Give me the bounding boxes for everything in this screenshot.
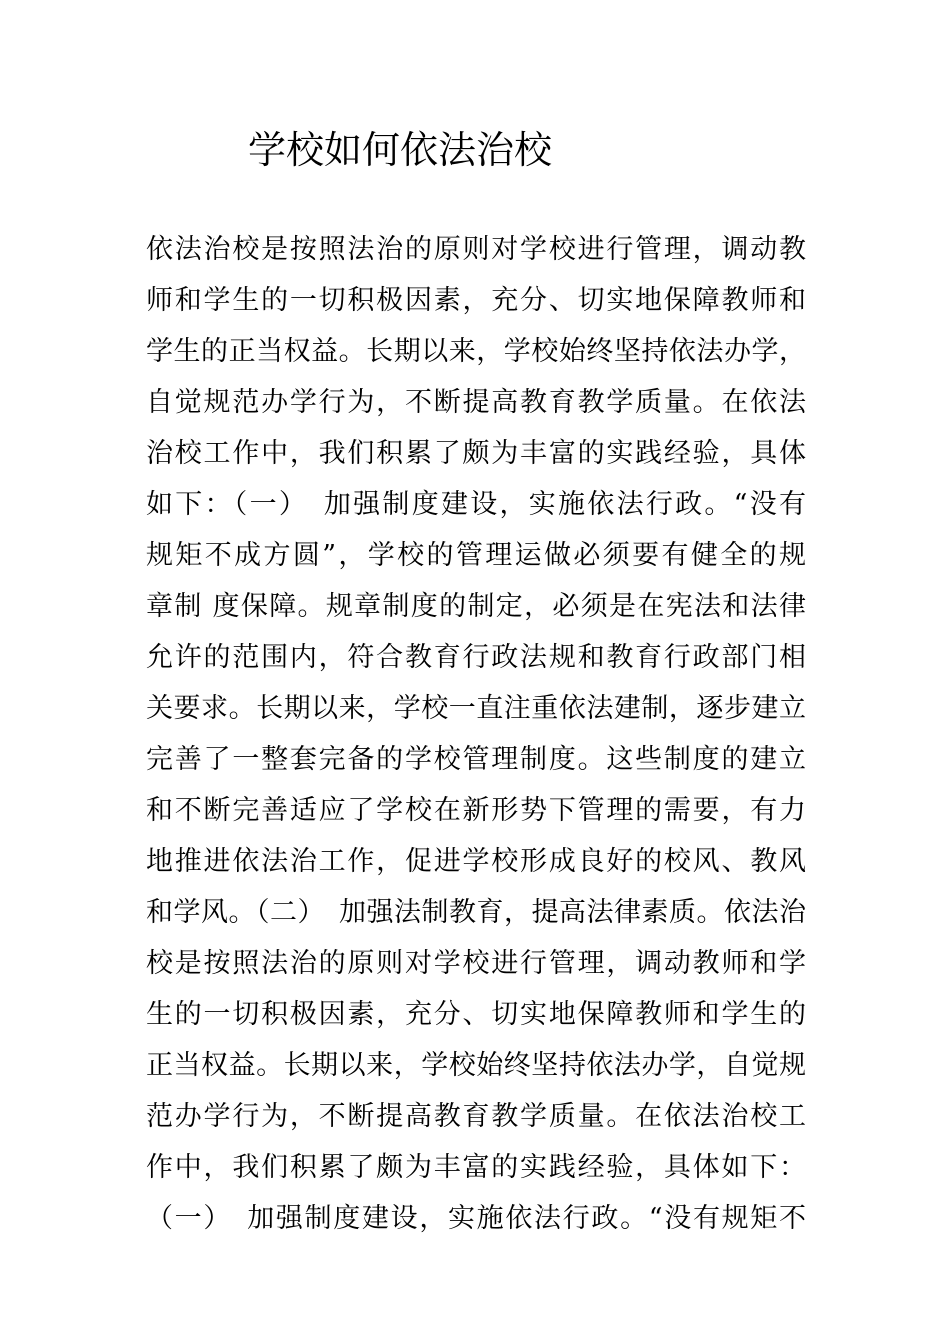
document-title: 学校如何依法治校 xyxy=(248,128,553,172)
body-line: 章制 度保障。规章制度的制定，必须是在宪法和法律 xyxy=(146,591,806,622)
body-line: 校是按照法治的原则对学校进行管理，调动教师和学 xyxy=(146,948,806,979)
body-line: 和不断完善适应了学校在新形势下管理的需要，有力 xyxy=(146,795,806,826)
body-line: 依法治校是按照法治的原则对学校进行管理，调动教 xyxy=(146,234,806,265)
body-line: 作中，我们积累了颇为丰富的实践经验，具体如下： xyxy=(146,1152,806,1183)
body-line: 自觉规范办学行为，不断提高教育教学质量。在依法 xyxy=(146,387,806,418)
body-line: 治校工作中，我们积累了颇为丰富的实践经验，具体 xyxy=(146,438,806,469)
body-line: 允许的范围内，符合教育行政法规和教育行政部门相 xyxy=(146,642,806,673)
body-line: 范办学行为，不断提高教育教学质量。在依法治校工 xyxy=(146,1101,806,1132)
body-line: 学生的正当权益。长期以来，学校始终坚持依法办学， xyxy=(146,336,806,367)
body-line: 规矩不成方圆”，学校的管理运做必须要有健全的规 xyxy=(146,540,806,571)
body-line: 和学风。（二） 加强法制教育，提高法律素质。依法治 xyxy=(146,897,806,928)
body-line: 生的一切积极因素，充分、切实地保障教师和学生的 xyxy=(146,999,806,1030)
body-line: 完善了一整套完备的学校管理制度。这些制度的建立 xyxy=(146,744,806,775)
body-line: （一） 加强制度建设，实施依法行政。“没有规矩不 xyxy=(146,1203,806,1234)
body-line: 关要求。长期以来，学校一直注重依法建制，逐步建立 xyxy=(146,693,806,724)
body-line: 师和学生的一切积极因素，充分、切实地保障教师和 xyxy=(146,285,806,316)
document-body xyxy=(146,224,816,1244)
body-line: 地推进依法治工作，促进学校形成良好的校风、教风 xyxy=(146,846,806,877)
body-line: 如下：（一） 加强制度建设，实施依法行政。“没有 xyxy=(146,489,806,520)
body-line: 正当权益。长期以来，学校始终坚持依法办学，自觉规 xyxy=(146,1050,806,1081)
